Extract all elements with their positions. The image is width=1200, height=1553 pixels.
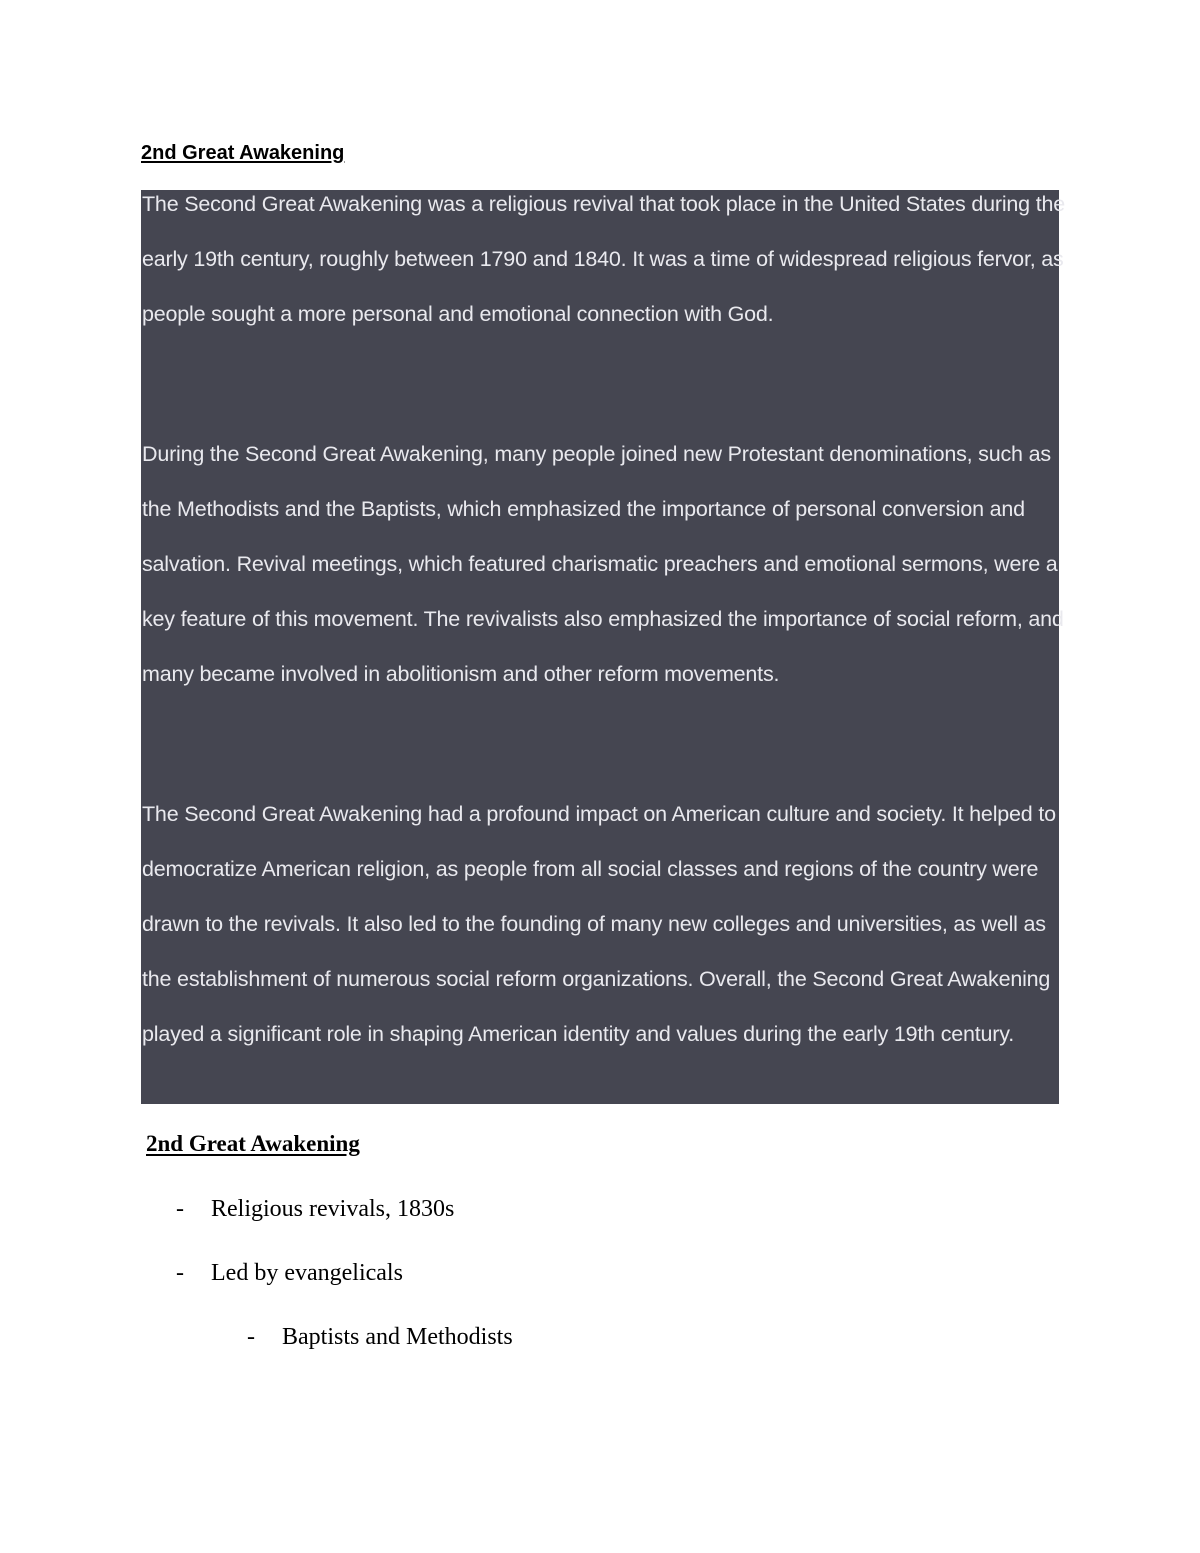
bullet-dash: -	[247, 1324, 255, 1350]
document-title: 2nd Great Awakening	[141, 142, 345, 164]
paragraph-denominations: During the Second Great Awakening, many people joined new Protestant denominations, such as the Methodists and the Baptists, which emphasized the importance of personal conversion and salvation. Revival meetings, which featured charismatic preachers and emotional sermons, were a key feature of this movement. The revivalists also emphasized the importance of social reform, and many became involved in abolitionism and other reform movements.	[142, 442, 1064, 686]
list-item-text: Baptists and Methodists	[282, 1324, 513, 1350]
paragraph-intro: The Second Great Awakening was a religious revival that took place in the United States during the early 19th century, roughly between 1790 and 1840. It was a time of widespread religious fervor, as people sought a more personal and emotional connection with God.	[142, 192, 1065, 326]
bullet-dash: -	[176, 1196, 184, 1222]
bullet-dash: -	[176, 1260, 184, 1286]
list-item-text: Led by evangelicals	[211, 1260, 403, 1286]
notes-heading: 2nd Great Awakening	[146, 1131, 360, 1156]
paragraph-impact: The Second Great Awakening had a profound impact on American culture and society. It helped to democratize American religion, as people from all social classes and regions of the country were drawn to the revivals. It also led to the founding of many new colleges and universities, as well as the establishment of numerous social reform organizations. Overall, the Second Great Awakening played a significant role in shaping American identity and values during the early 19th century.	[142, 802, 1056, 1046]
list-item-text: Religious revivals, 1830s	[211, 1196, 455, 1222]
